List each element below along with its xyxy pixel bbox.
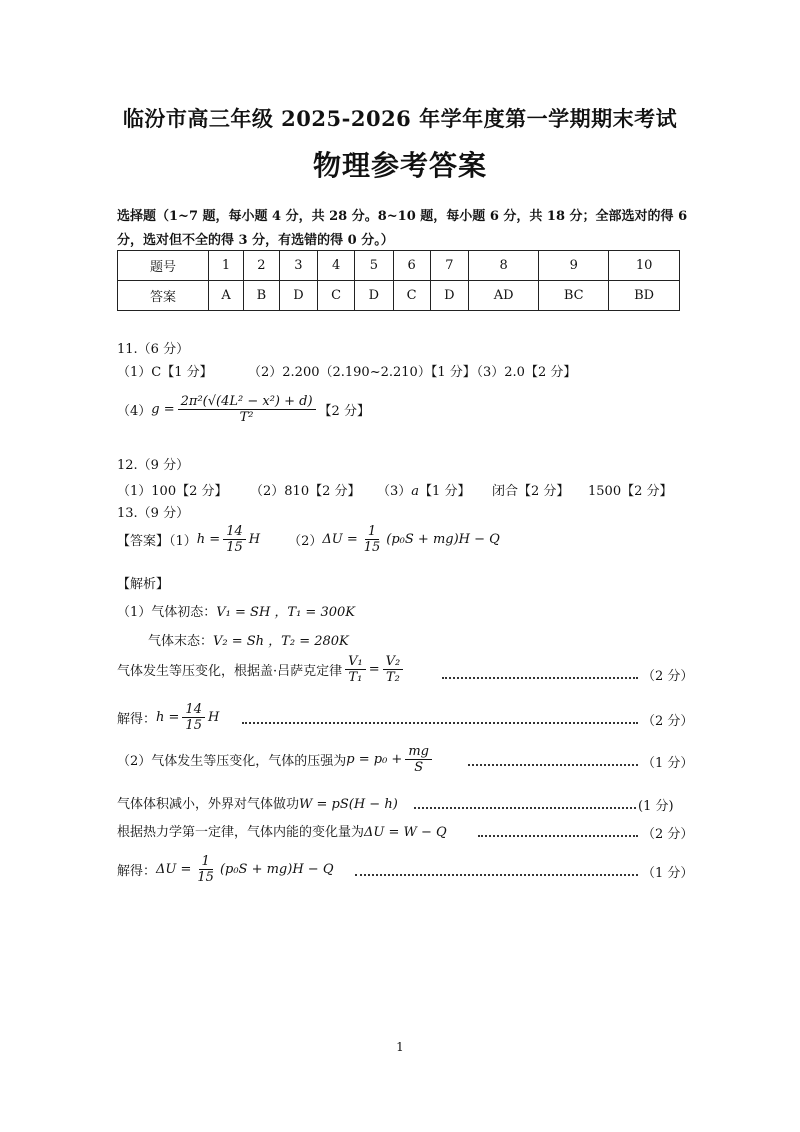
q13-step7-text: 根据热力学第一定律，气体内能的变化量为 [117, 825, 365, 840]
q12-part3-var: a [411, 484, 420, 499]
q11-part3: （3）2.0【2 分】 [470, 365, 577, 380]
q13-step1 [117, 601, 355, 620]
q13-step8-leader-dots [355, 874, 638, 876]
q13-ans1-fraction [223, 524, 246, 555]
q13-step5 [117, 744, 435, 775]
q13-heading: 13.（9 分） [117, 506, 190, 521]
q13-step5-text: （2）气体发生等压变化，气体的压强为 [117, 754, 347, 769]
row-label-question: 题号 [118, 251, 209, 281]
q13-step3-n1: V₁ [345, 654, 366, 670]
q13-step2-label: 气体末态： [148, 634, 214, 649]
exam-title: 临汾市高三年级 2025-2026 年学年度第一学期期末考试 [122, 106, 678, 131]
q13-step8-num: 1 [199, 854, 213, 870]
q13-step3-d2: T₂ [386, 670, 400, 685]
q13-step4-num: 14 [182, 702, 205, 718]
q13-step3-leader-dots [442, 677, 638, 679]
q13-ans2-lhs: ΔU = [322, 532, 358, 547]
q13-step8 [117, 854, 333, 885]
q13-step4-text: 解得： [117, 712, 157, 727]
q13-step4-fraction [182, 702, 205, 733]
choice-instructions: 选择题（1~7 题，每小题 4 分，共 28 分。8~10 题，每小题 6 分，共 18 分；全部选对的得 6 分，选对但不全的得 3 分，有选错的得 0 分。） [117, 209, 688, 248]
q13-step5-leader-dots [468, 764, 638, 766]
q13-ans1-num: 14 [223, 524, 246, 540]
q13-ans2-fraction [361, 524, 384, 555]
q13-step8-fraction [194, 854, 217, 885]
q13-ans2-num: 1 [365, 524, 379, 540]
q12-part4: 闭合【2 分】 [492, 484, 570, 499]
q13-step7 [117, 821, 447, 840]
q13-step7-math: ΔU = W − Q [364, 825, 447, 840]
answer-cell: AD [469, 281, 539, 311]
answer-cell: D [279, 281, 318, 311]
choice-answer-table [117, 250, 680, 311]
q13-step2-math: V₂ = Sh ，T₂ = 280K [213, 634, 349, 649]
answer-cell: D [430, 281, 469, 311]
question-number: 4 [318, 251, 355, 281]
answer-cell: C [393, 281, 430, 311]
q12-part3-score: 【1 分】 [419, 484, 471, 499]
question-number: 7 [430, 251, 469, 281]
q12-part3-label: （3） [377, 484, 412, 499]
answer-key-title: 物理参考答案 [312, 149, 487, 182]
question-number: 3 [279, 251, 318, 281]
question-number: 1 [209, 251, 244, 281]
question-number-row [118, 251, 680, 281]
answer-cell: A [209, 281, 244, 311]
question-number: 8 [469, 251, 539, 281]
q13-step6-score: (1 分) [638, 799, 674, 814]
q12-part1: （1）100【2 分】 [117, 484, 228, 499]
q13-answer-line [117, 524, 500, 555]
answer-cell: D [355, 281, 394, 311]
q13-step3-d1: T₁ [348, 670, 363, 685]
answer-cell: BC [539, 281, 609, 311]
q13-step6 [117, 793, 398, 812]
page-number: 1 [396, 1040, 404, 1054]
q12-part2: （2）810【2 分】 [250, 484, 361, 499]
q13-step5-fraction [405, 744, 432, 775]
q13-step8-score: （1 分） [642, 866, 694, 881]
q13-ans1-den: 15 [226, 540, 243, 555]
q13-analysis-heading: 【解析】 [117, 577, 170, 592]
q13-step4 [117, 702, 219, 733]
question-number: 5 [355, 251, 394, 281]
q13-step3 [117, 654, 406, 685]
q11-g-fraction [178, 394, 316, 425]
answer-row [118, 281, 680, 311]
q13-ans1-rhs: H [248, 532, 261, 547]
q13-step4-lhs: h = [156, 710, 180, 725]
answer-cell: B [244, 281, 280, 311]
q13-step4-score: （2 分） [642, 714, 694, 729]
question-number: 10 [609, 251, 680, 281]
question-number: 9 [539, 251, 609, 281]
q11-part2: （2）2.200（2.190~2.210）【1 分】 [248, 365, 476, 380]
q13-step3-eq: = [368, 662, 380, 677]
q13-step5-num: mg [405, 744, 432, 760]
q11-part4-score: 【2 分】 [318, 404, 370, 419]
q13-step3-n2: V₂ [383, 654, 404, 670]
q13-step5-lhs: p = p₀ + [346, 752, 403, 767]
q13-step7-score: （2 分） [642, 827, 694, 842]
q13-step1-label: （1）气体初态： [117, 605, 217, 620]
answer-cell: BD [609, 281, 680, 311]
q12-heading: 12.（9 分） [117, 458, 190, 473]
q13-step3-frac2 [383, 654, 404, 685]
q13-step3-score: （2 分） [642, 669, 694, 684]
q13-step3-frac1 [345, 654, 366, 685]
q11-g-lhs: g = [151, 402, 175, 417]
q13-step8-text: 解得： [117, 864, 157, 879]
answer-cell: C [318, 281, 355, 311]
q11-g-denominator: T² [239, 410, 254, 425]
q13-step5-den: S [414, 760, 424, 775]
q11-part4 [117, 394, 370, 425]
q13-step8-lhs: ΔU = [156, 862, 192, 877]
q13-step6-text: 气体体积减小，外界对气体做功 [117, 797, 300, 812]
row-label-answer: 答案 [118, 281, 209, 311]
q13-ans2-label: （2） [288, 534, 323, 549]
q11-part4-label: （4） [117, 404, 152, 419]
q13-ans2-den: 15 [363, 540, 381, 555]
q13-step2 [148, 630, 349, 649]
q13-step3-text: 气体发生等压变化，根据盖·吕萨克定律 [117, 664, 343, 679]
q13-step6-math: W = pS(H − h) [299, 797, 398, 812]
q13-step7-leader-dots [478, 835, 638, 837]
q12-part5: 1500【2 分】 [588, 484, 673, 499]
q11-heading: 11.（6 分） [117, 342, 190, 357]
question-number: 6 [393, 251, 430, 281]
q13-step4-rhs: H [207, 710, 220, 725]
q11-part1: （1）C【1 分】 [117, 365, 213, 380]
q13-step1-math: V₁ = SH ，T₁ = 300K [216, 605, 355, 620]
q11-g-numerator: 2π²(√(4L² − x²) + d) [178, 394, 316, 410]
q12-part3 [377, 480, 470, 499]
q13-step4-den: 15 [185, 718, 202, 733]
q13-step8-den: 15 [197, 870, 214, 885]
q13-step4-leader-dots [242, 722, 638, 724]
q13-ans2-rhs: (p₀S + mg)H − Q [386, 532, 500, 547]
q13-step6-leader-dots [414, 807, 636, 809]
q13-ans1-lhs: h = [196, 532, 221, 547]
q13-step5-score: （1 分） [642, 756, 694, 771]
q13-answer-label: 【答案】（1） [117, 534, 197, 549]
question-number: 2 [244, 251, 280, 281]
q13-step8-rhs: (p₀S + mg)H − Q [219, 862, 334, 877]
